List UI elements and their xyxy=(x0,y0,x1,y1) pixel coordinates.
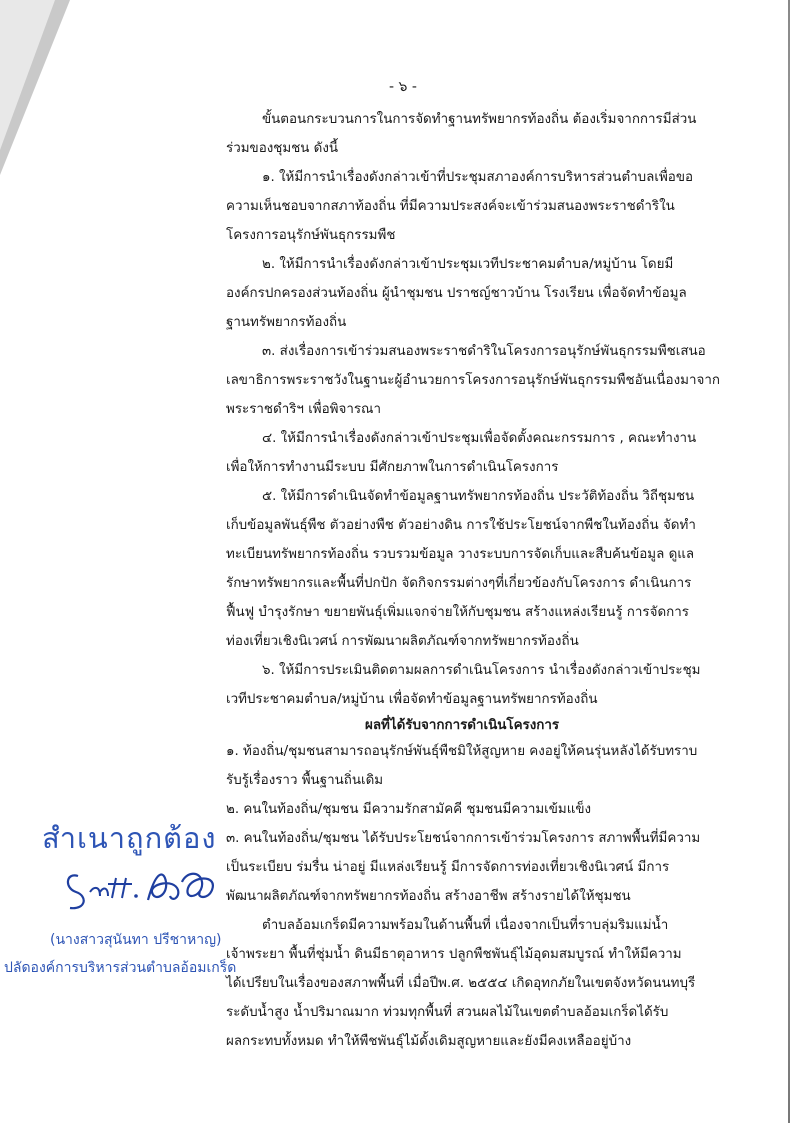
body-line: เก็บข้อมูลพันธุ์พืช ตัวอย่างพืช ตัวอย่างดิน การใช้ประโยชน์จากพืชในท้องถิ่น จัดทำ xyxy=(226,518,696,533)
body-line: ความเห็นชอบจากสภาท้องถิ่น ที่มีความประสงค์จะเข้าร่วมสนองพระราชดำริใน xyxy=(226,199,675,214)
stamp-name: (นางสาวสุนันทา ปรีชาหาญ) xyxy=(50,932,222,948)
body-line: โครงการอนุรักษ์พันธุกรรมพืช xyxy=(226,228,396,243)
body-line: ฟื้นฟู บำรุงรักษา ขยายพันธุ์เพิ่มแจกจ่ายให้กับชุมชน สร้างแหล่งเรียนรู้ การจัดการ xyxy=(226,605,689,620)
handwritten-signature xyxy=(60,862,230,922)
body-line: ๒. ให้มีการนำเรื่องดังกล่าวเข้าประชุมเวทีประชาคมตำบล/หมู่บ้าน โดยมี xyxy=(262,257,674,272)
body-line: ๔. ให้มีการนำเรื่องดังกล่าวเข้าประชุมเพื่อจัดตั้งคณะกรรมการ , คณะทำงาน xyxy=(262,431,697,446)
body-line: ตำบลอ้อมเกร็ดมีความพร้อมในด้านพื้นที่ เนื่องจากเป็นที่ราบลุ่มริมแม่น้ำ xyxy=(262,918,669,933)
body-line: เพื่อให้การทำงานมีระบบ มีศักยภาพในการดำเนินโครงการ xyxy=(226,460,559,475)
certified-copy-stamp: สำเนาถูกต้อง xyxy=(42,821,217,855)
body-line: ขั้นตอนกระบวนการในการจัดทำฐานทรัพยากรท้องถิ่น ต้องเริ่มจากการมีส่วน xyxy=(262,112,697,127)
body-line: องค์กรปกครองส่วนท้องถิ่น ผู้นำชุมชน ปราชญ์ชาวบ้าน โรงเรียน เพื่อจัดทำข้อมูล xyxy=(226,286,687,301)
body-line: พระราชดำริฯ เพื่อพิจารณา xyxy=(226,402,381,417)
body-line: ๓. ส่งเรื่องการเข้าร่วมสนองพระราชดำริในโครงการอนุรักษ์พันธุกรรมพืชเสนอ xyxy=(262,344,706,359)
body-line: เป็นระเบียบ ร่มรื่น น่าอยู่ มีแหล่งเรียนรู้ มีการจัดการท่องเที่ยวเชิงนิเวศน์ มีการ xyxy=(226,860,670,875)
body-line: ๑. ให้มีการนำเรื่องดังกล่าวเข้าที่ประชุมสภาองค์การบริหารส่วนตำบลเพื่อขอ xyxy=(262,170,694,185)
body-line: ท่องเที่ยวเชิงนิเวศน์ การพัฒนาผลิตภัณฑ์จากทรัพยากรท้องถิ่น xyxy=(226,634,579,649)
stamp-position: ปลัดองค์การบริหารส่วนตำบลอ้อมเกร็ด xyxy=(4,960,237,976)
body-line: ได้เปรียบในเรื่องของสภาพพื้นที่ เมื่อปีพ.ศ. ๒๕๕๔ เกิดอุทกภัยในเขตจังหวัดนนทบุรี xyxy=(226,976,696,991)
body-line: เจ้าพระยา พื้นที่ชุ่มน้ำ ดินมีธาตุอาหาร ปลูกพืชพันธุ์ไม้อุดมสมบูรณ์ ทำให้มีความ xyxy=(226,947,682,962)
body-line: ๖. ให้มีการประเมินติดตามผลการดำเนินโครงการ นำเรื่องดังกล่าวเข้าประชุม xyxy=(262,663,701,678)
body-line: รับรู้เรื่องราว พื้นฐานถิ่นเดิม xyxy=(226,773,384,788)
page-corner-fold-inner xyxy=(0,0,55,150)
body-line: ๕. ให้มีการดำเนินจัดทำข้อมูลฐานทรัพยากรท้องถิ่น ประวัติท้องถิ่น วิถีชุมชน xyxy=(262,489,695,504)
body-line: เลขาธิการพระราชวังในฐานะผู้อำนวยการโครงการอนุรักษ์พันธุกรรมพืชอันเนื่องมาจาก xyxy=(226,373,720,388)
body-line: ๓. คนในท้องถิ่น/ชุมชน ได้รับประโยชน์จากการเข้าร่วมโครงการ สภาพพื้นที่มีความ xyxy=(226,831,701,846)
body-line: ร่วมของชุมชน ดังนี้ xyxy=(226,141,339,156)
body-line: เวทีประชาคมตำบล/หมู่บ้าน เพื่อจัดทำข้อมูลฐานทรัพยากรท้องถิ่น xyxy=(226,692,598,707)
page-number: - ๖ - xyxy=(389,79,417,95)
body-line: ทะเบียนทรัพยากรท้องถิ่น รวบรวมข้อมูล วางระบบการจัดเก็บและสืบค้นข้อมูล ดูแล xyxy=(226,547,695,562)
body-line: ฐานทรัพยากรท้องถิ่น xyxy=(226,315,347,330)
body-line: ๑. ท้องถิ่น/ชุมชนสามารถอนุรักษ์พันธุ์พืชมิให้สูญหาย คงอยู่ให้คนรุ่นหลังได้รับทราบ xyxy=(226,744,698,759)
body-line: ผลกระทบทั้งหมด ทำให้พืชพันธุ์ไม้ดั้งเดิมสูญหายและยังมีคงเหลืออยู่บ้าง xyxy=(226,1034,632,1049)
section-heading: ผลที่ได้รับจากการดำเนินโครงการ xyxy=(365,718,560,733)
page-edge xyxy=(788,0,790,1123)
body-line: พัฒนาผลิตภัณฑ์จากทรัพยากรท้องถิ่น สร้างอาชีพ สร้างรายได้ให้ชุมชน xyxy=(226,889,631,904)
body-line: รักษาทรัพยากรและพื้นที่ปกปัก จัดกิจกรรมต่างๆที่เกี่ยวข้องกับโครงการ ดำเนินการ xyxy=(226,576,692,591)
body-line: ๒. คนในท้องถิ่น/ชุมชน มีความรักสามัคคี ชุมชนมีความเข้มแข็ง xyxy=(226,802,592,817)
body-line: ระดับน้ำสูง น้ำปริมาณมาก ท่วมทุกพื้นที่ สวนผลไม้ในเขตตำบลอ้อมเกร็ดได้รับ xyxy=(226,1005,669,1020)
